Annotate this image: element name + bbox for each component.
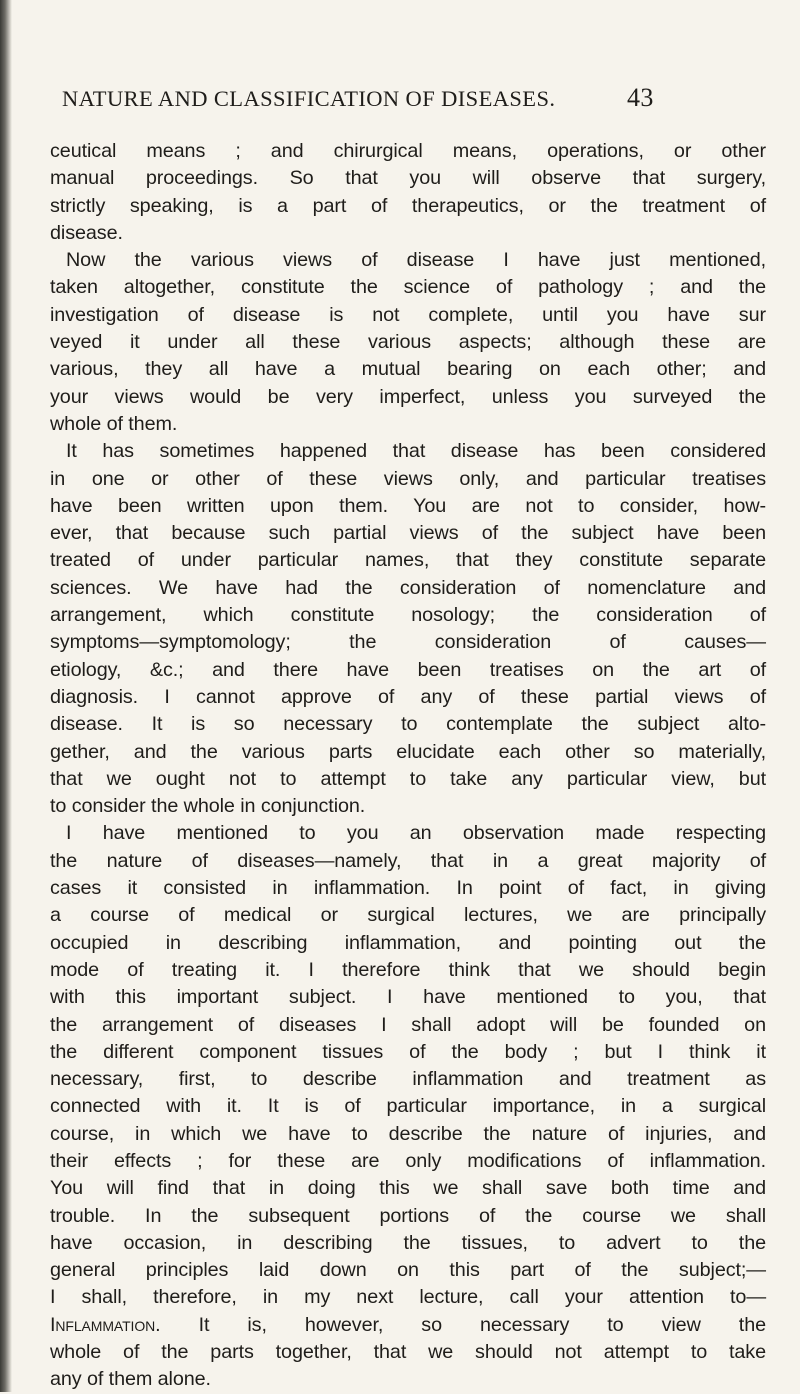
text-line: various, they all have a mutual bearing on each other; and	[50, 358, 766, 381]
text-line: diagnosis. I cannot approve of any of these partial views of	[50, 685, 766, 708]
text-line: course, in which we have to describe the nature of injuries, and	[50, 1122, 766, 1145]
text-line: ever, that because such partial views of the subject have been	[50, 522, 766, 545]
body-text	[50, 138, 766, 1394]
text-line: trouble. In the subsequent portions of the course we shall	[50, 1204, 766, 1227]
line-rest: It is, however, so necessary to view the	[160, 1313, 766, 1336]
text-line: taken altogether, constitute the science of pathology ; and the	[50, 276, 766, 299]
text-line: general principles laid down on this part of the subject;—	[50, 1259, 766, 1282]
text-line: the nature of diseases—namely, that in a great majority of	[50, 849, 766, 872]
text-line: have been written upon them. You are not to consider, how-	[50, 494, 766, 517]
text-line: connected with it. It is of particular importance, in a surgical	[50, 1095, 766, 1118]
text-line: any of them alone.	[50, 1368, 211, 1391]
text-line: occupied in describing inflammation, and pointing out the	[50, 931, 766, 954]
text-line: veyed it under all these various aspects; although these are	[50, 331, 766, 354]
text-line: arrangement, which constitute nosology; the consideration of	[50, 604, 766, 627]
text-line: in one or other of these views only, and particular treatises	[50, 467, 766, 490]
text-line: the arrangement of diseases I shall adopt will be founded on	[50, 1013, 766, 1036]
running-header	[62, 83, 672, 120]
text-line: the different component tissues of the body ; but I think it	[50, 1040, 766, 1063]
page-number: 43	[627, 83, 654, 112]
text-line: your views would be very imperfect, unless you surveyed the	[50, 385, 766, 408]
text-line: mode of treating it. I therefore think that we should begin	[50, 958, 766, 981]
text-line: manual proceedings. So that you will observe that surgery,	[50, 167, 766, 190]
text-line: that we ought not to attempt to take any particular view, but	[50, 767, 766, 790]
text-line: necessary, first, to describe inflammation and treatment as	[50, 1068, 766, 1091]
text-line: Now the various views of disease I have just mentioned,	[66, 249, 766, 272]
text-line: whole of them.	[50, 412, 178, 435]
text-line: treated of under particular names, that they constitute separate	[50, 549, 766, 572]
text-line: etiology, &c.; and there have been treatises on the art of	[50, 658, 766, 681]
text-line: whole of the parts together, that we should not attempt to take	[50, 1341, 766, 1364]
text-line: strictly speaking, is a part of therapeutics, or the treatment of	[50, 194, 766, 217]
text-line: have occasion, in describing the tissues, to advert to the	[50, 1231, 766, 1254]
text-line: with this important subject. I have mentioned to you, that	[50, 986, 766, 1009]
text-line: I shall, therefore, in my next lecture, call your attention to—	[50, 1286, 766, 1309]
text-line: ceutical means ; and chirurgical means, operations, or other	[50, 140, 766, 162]
running-title: NATURE AND CLASSIFICATION OF DISEASES.	[62, 86, 556, 111]
text-line: disease. It is so necessary to contemplate the subject alto-	[50, 713, 766, 736]
text-line: cases it consisted in inflammation. In point of fact, in giving	[50, 877, 766, 900]
text-line: I have mentioned to you an observation made respecting	[66, 822, 766, 845]
text-line: You will find that in doing this we shall save both time and	[50, 1177, 766, 1200]
text-line	[50, 1312, 766, 1339]
text-line: to consider the whole in conjunction.	[50, 795, 366, 818]
text-line: sciences. We have had the consideration of nomenclature and	[50, 576, 766, 599]
text-line: a course of medical or surgical lectures, we are principally	[50, 904, 766, 927]
text-line: their effects ; for these are only modifications of inflammation.	[50, 1149, 766, 1172]
text-line: symptoms—symptomology; the consideration of causes—	[50, 631, 766, 654]
text-line: gether, and the various parts elucidate each other so materially,	[50, 740, 766, 763]
section-term: Inflammation.	[50, 1313, 161, 1336]
text-line: investigation of disease is not complete, until you have sur	[50, 303, 766, 326]
text-line: disease.	[50, 221, 123, 244]
text-line: It has sometimes happened that disease has been considered	[66, 440, 766, 463]
